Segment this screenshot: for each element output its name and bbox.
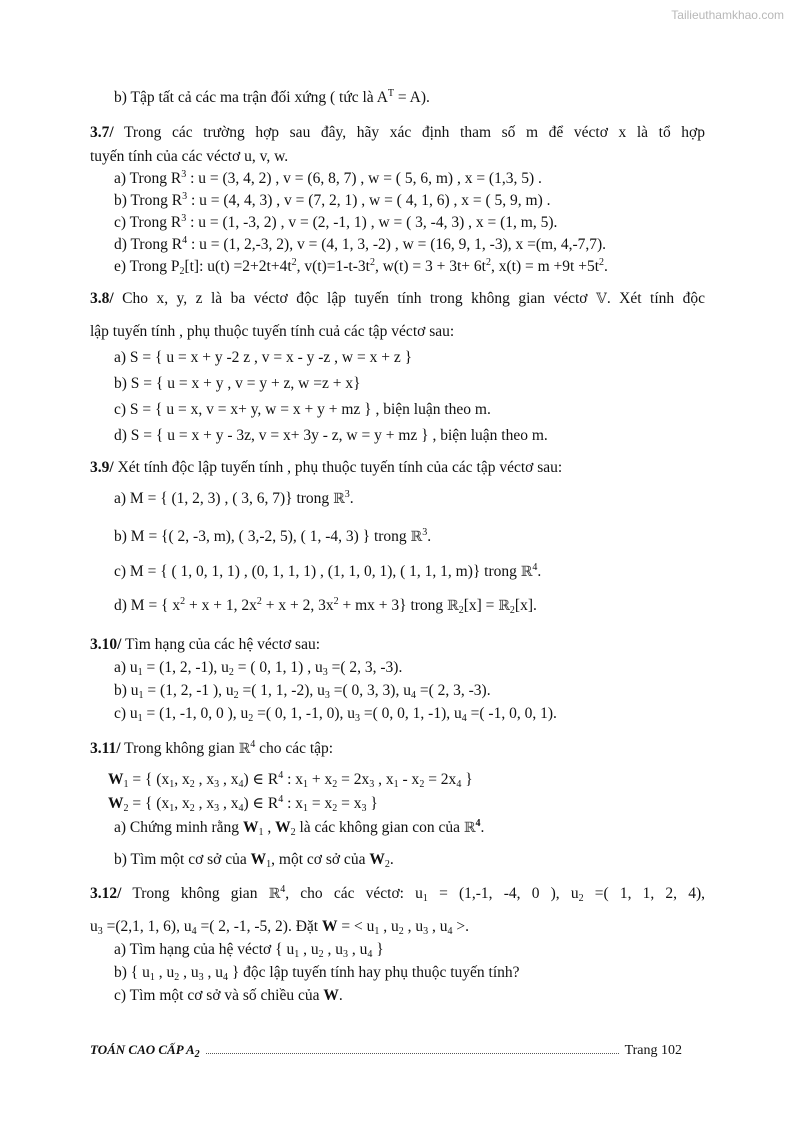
footer-title: TOÁN CAO CẤP $A_2$ — [90, 1042, 200, 1060]
exercise-3-12-c: c) Tìm một cơ sở và số chiều của W. — [114, 987, 343, 1004]
exercise-3-11-a: a) Chứng minh rằng $W_1$ , $W_2$ là các không gian con của ℝ$^4$. — [114, 818, 485, 838]
exercise-3-9-a: a) M = { (1, 2, 3) , ( 3, 6, 7)} trong ℝ$^3$. — [114, 489, 354, 507]
exercise-3-9-heading: 3.9/ Xét tính độc lập tuyến tính , phụ thuộc tuyến tính của các tập véctơ sau: — [90, 459, 563, 476]
exercise-3-11-heading: 3.11/ Trong không gian ℝ$^4$ cho các tập: — [90, 739, 334, 757]
exercise-3-9-c: c) M = { ( 1, 0, 1, 1) , (0, 1, 1, 1) , (1, 1, 0, 1), ( 1, 1, 1, m)} trong ℝ$^4$. — [114, 562, 542, 580]
exercise-3-8-b: b) S = { u = x + y , v = y + z, w =z + x} — [114, 375, 361, 392]
exercise-3-10-heading: 3.10/ Tìm hạng của các hệ véctơ sau: — [90, 636, 321, 653]
exercise-3-7-heading-cont: tuyến tính của các véctơ u, v, w. — [90, 148, 289, 165]
page-footer — [90, 1042, 682, 1059]
exercise-3-7-c: c) Trong $R^3$ : u = (1, -3, 2) , v = (2, -1, 1) , w = ( 3, -4, 3) , x = (1, m, 5). — [114, 213, 558, 231]
exercise-3-11-w2: $W_2$ = { ($x_1$, $x_2$ , $x_3$ , $x_4$) ∈ $R^4$ : $x_1 = x_2 = x_3$ } — [108, 794, 378, 814]
exercise-3-7-b: b) Trong $R^3$ : u = (4, 4, 3) , v = (7, 2, 1) , w = ( 4, 1, 6) , x = ( 5, 9, m) . — [114, 191, 551, 209]
exercise-3-9-b: b) M = {( 2, -3, m), ( 3,-2, 5), ( 1, -4, 3) } trong ℝ$^3$. — [114, 527, 432, 545]
exercise-3-8-heading: 3.8/ Cho x, y, z là ba véctơ độc lập tuyến tính trong không gian véctơ 𝕍. Xét tính độc — [90, 290, 705, 307]
footer-dotted-leader — [206, 1043, 619, 1054]
exercise-3-10-c: c) $u_1 = (1$, -1, 0, 0 ), $u_2$ =( 0, 1, -1, 0), $u_3$ =( 0, 0, 1, -1), $u_4$ =( -1, 0, 0, 1). — [114, 705, 557, 724]
exercise-3-7-d: d) Trong $R^4$ : u = (1, 2,-3, 2), v = (4, 1, 3, -2) , w = (16, 9, 1, -3), x =(m, 4,-7,7). — [114, 235, 607, 253]
exercise-3-12-heading: 3.12/ Trong không gian ℝ$^4$, cho các véctơ: $u_1 = (1,-1$, -4, 0 ), $u_2$ =( 1, 1, 2, 4), — [90, 884, 705, 904]
exercise-3-10-b: b) $u_1 = (1$, 2, -1 ), $u_2$ =( 1, 1, -2), $u_3$ =( 0, 3, 3), $u_4$ =( 2, 3, -3). — [114, 682, 491, 701]
exercise-3-8-heading-cont: lập tuyến tính , phụ thuộc tuyến tính cuả các tập véctơ sau: — [90, 323, 455, 340]
watermark: Tailieuthamkhao.com — [671, 8, 784, 22]
exercise-3-9-d: d) M = { $x^2 + x + 1$, $2x^2 + x + 2$, $3x^2$ + mx + 3} trong ℝ$_2$[x] = ℝ$_2$[x]. — [114, 596, 537, 616]
item-b-symmetric-matrices: b) Tập tất cả các ma trận đối xứng ( tức là $A^T = A$). — [114, 88, 430, 106]
exercise-3-7-heading: 3.7/ Trong các trường hợp sau đây, hãy xác định tham số m để véctơ x là tổ hợp — [90, 124, 705, 141]
exercise-3-12-b: b) { $u_1$ , $u_2$ , $u_3$ , $u_4$ } độc lập tuyến tính hay phụ thuộc tuyến tính? — [114, 964, 520, 983]
exercise-3-11-b: b) Tìm một cơ sở của $W_1$, một cơ sở của $W_2$. — [114, 851, 394, 870]
exercise-3-7-a: a) Trong $R^3$ : u = (3, 4, 2) , v = (6, 8, 7) , w = ( 5, 6, m) , x = (1,3, 5) . — [114, 169, 542, 187]
exercise-3-7-e: e) Trong $P_2[t]$: $u(t) =2+2t+4t^2$, $v(t)=1-t-3t^2$, $w(t) = 3 + 3t+ 6t^2$, $x(t) = m +9t +5t^2$. — [114, 257, 608, 277]
exercise-3-8-d: d) S = { u = x + y - 3z, v = x+ 3y - z, w = y + mz } , biện luận theo m. — [114, 427, 548, 444]
exercise-3-8-c: c) S = { u = x, v = x+ y, w = x + y + mz } , biện luận theo m. — [114, 401, 491, 418]
exercise-3-11-w1: $W_1$ = { ($x_1$, $x_2$ , $x_3$ , $x_4$) ∈ $R^4$ : $x_1 + x_2 = 2x_3$ , $x_1 - x_2 = 2x_4$ } — [108, 770, 473, 790]
exercise-3-8-a: a) S = { u = x + y -2 z , v = x - y -z , w = x + z } — [114, 349, 413, 366]
page-number: Trang 102 — [624, 1043, 682, 1058]
exercise-3-12-a: a) Tìm hạng của hệ véctơ { $u_1$ , $u_2$ , $u_3$ , $u_4$ } — [114, 941, 384, 960]
exercise-3-12-heading-cont: $u_3 =(2,1$, 1, 6), $u_4$ =( 2, -1, -5, 2). Đặt W = < $u_1$ , $u_2$ , $u_3$ , $u_4$ >. — [90, 918, 469, 937]
exercise-3-10-a: a) $u_1 = (1$, 2, -1), $u_2$ = ( 0, 1, 1) , $u_3$ =( 2, 3, -3). — [114, 659, 403, 678]
